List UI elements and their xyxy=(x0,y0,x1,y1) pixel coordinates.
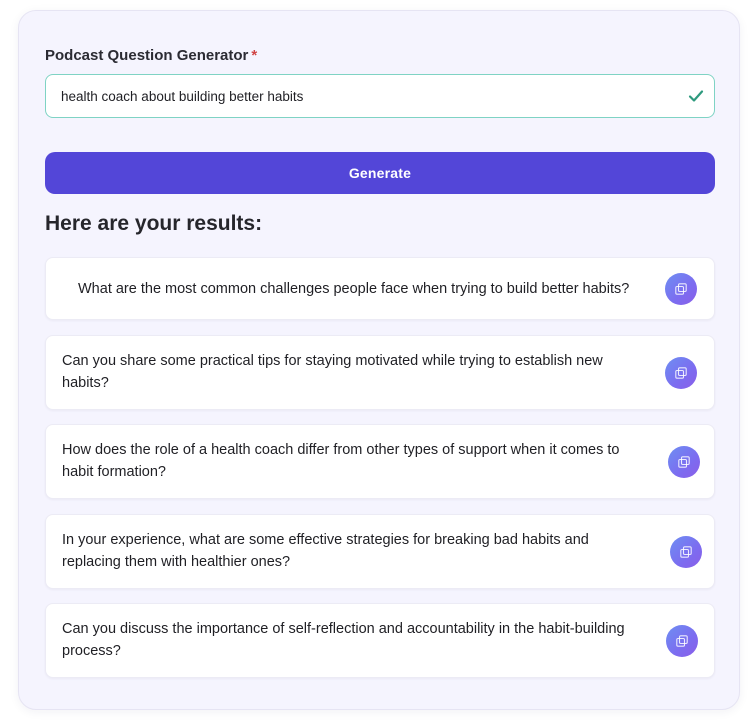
result-item xyxy=(45,603,715,678)
result-text: Can you share some practical tips for staying motivated while trying to establish new habits? xyxy=(62,353,603,391)
result-item xyxy=(45,424,715,499)
result-text: How does the role of a health coach differ from other types of support when it comes to habit formation? xyxy=(62,442,620,480)
generator-card xyxy=(18,10,740,710)
result-text: In your experience, what are some effective strategies for breaking bad habits and replacing them with healthier ones? xyxy=(62,532,589,570)
result-text: What are the most common challenges people face when trying to build better habits? xyxy=(78,281,630,297)
check-icon xyxy=(688,88,704,104)
topic-input-wrapper xyxy=(45,74,715,118)
result-item xyxy=(45,335,715,410)
copy-button[interactable] xyxy=(665,273,697,305)
result-item xyxy=(45,257,715,320)
copy-icon xyxy=(680,546,692,558)
required-asterisk: * xyxy=(251,47,258,64)
copy-button[interactable] xyxy=(670,536,702,568)
copy-button[interactable] xyxy=(668,446,700,478)
copy-icon xyxy=(678,456,690,468)
copy-icon xyxy=(676,635,688,647)
field-label-text: Podcast Question Generator xyxy=(45,47,249,64)
result-text: Can you discuss the importance of self-reflection and accountability in the habit-building process? xyxy=(62,621,625,659)
copy-button[interactable] xyxy=(666,625,698,657)
results-heading: Here are your results: xyxy=(45,212,263,235)
topic-input[interactable] xyxy=(46,75,714,117)
field-label xyxy=(45,47,257,64)
copy-icon xyxy=(675,367,687,379)
result-item xyxy=(45,514,715,589)
generate-button[interactable]: Generate xyxy=(45,152,715,194)
copy-button[interactable] xyxy=(665,357,697,389)
copy-icon xyxy=(675,283,687,295)
